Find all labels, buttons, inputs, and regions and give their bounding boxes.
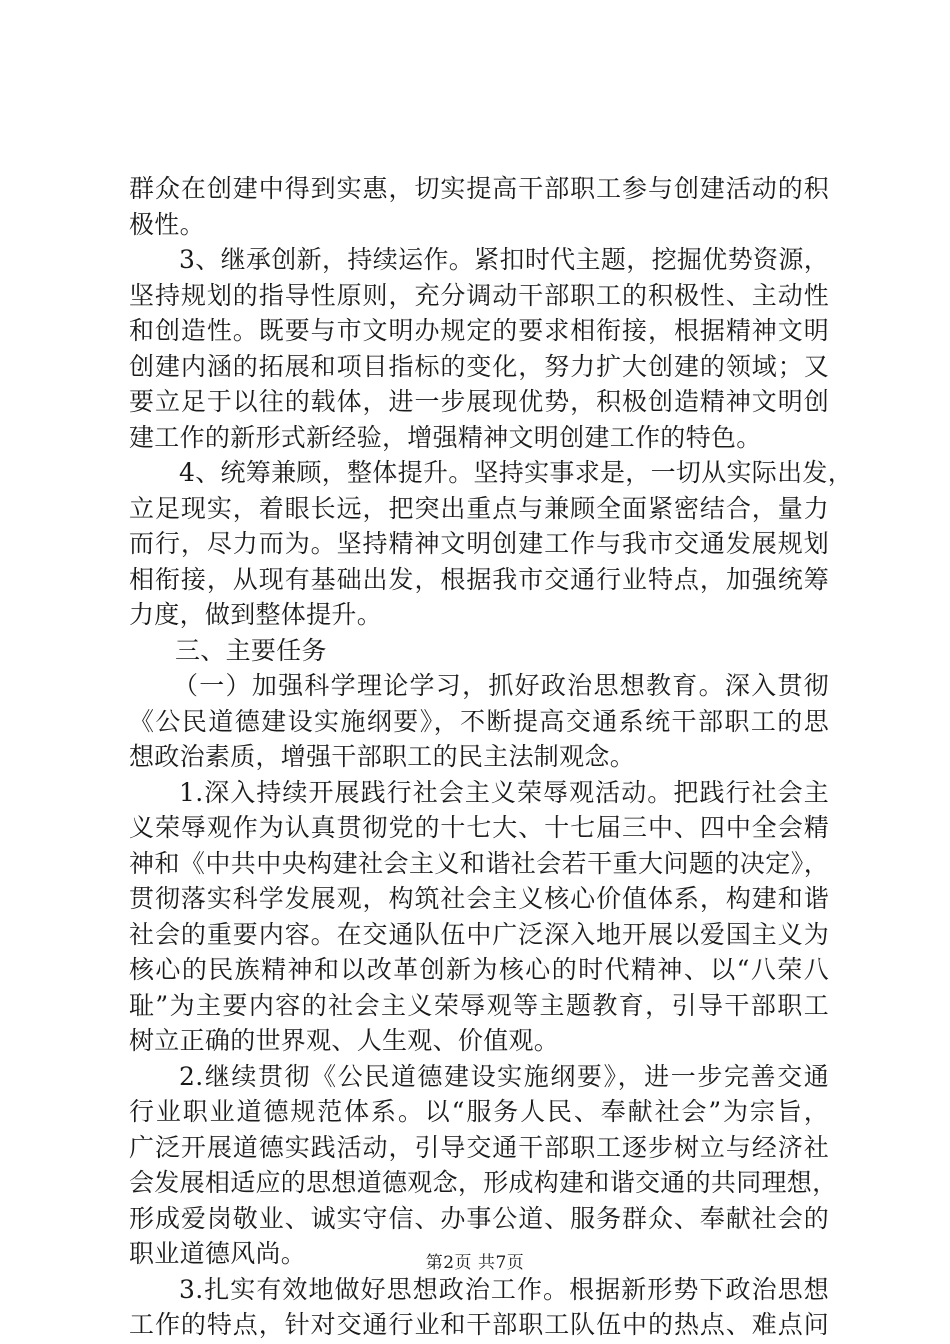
text-line: 4、统筹兼顾，整体提升。坚持实事求是，一切从实际出发， <box>179 458 854 487</box>
text-line: 义荣辱观作为认真贯彻党的十七大、十七届三中、四中全会精 <box>129 813 829 842</box>
page-number: 第2页 共7页 <box>425 1253 525 1273</box>
text-line: 1.深入持续开展践行社会主义荣辱观活动。把践行社会主 <box>179 777 829 807</box>
text-line: 极性。 <box>129 209 205 239</box>
text-line: 形成爱岗敬业、诚实守信、办事公道、服务群众、奉献社会的 <box>129 1203 829 1233</box>
page-footer <box>0 1248 950 1273</box>
text-line: 群众在创建中得到实惠，切实提高干部职工参与创建活动的积 <box>129 174 829 203</box>
text-line: 2.继续贯彻《公民道德建设实施纲要》，进一步完善交通 <box>179 1061 829 1091</box>
document-body <box>129 171 854 1343</box>
text-line: 坚持规划的指导性原则，充分调动干部职工的积极性、主动性 <box>129 280 829 310</box>
text-line: 耻”为主要内容的社会主义荣辱观等主题教育，引导干部职工 <box>129 990 829 1020</box>
text-line: 和创造性。既要与市文明办规定的要求相衔接，根据精神文明 <box>129 316 829 345</box>
text-line: 广泛开展道德实践活动，引导交通干部职工逐步树立与经济社 <box>129 1132 829 1162</box>
text-line: 想政治素质，增强干部职工的民主法制观念。 <box>129 742 636 771</box>
text-line: 要立足于以往的载体，进一步展现优势，积极创造精神文明创 <box>129 387 829 416</box>
text-line: 神和《中共中央构建社会主义和谐社会若干重大问题的决定》， <box>129 848 829 878</box>
text-line: 3.扎实有效地做好思想政治工作。根据新形势下政治思想 <box>179 1274 829 1304</box>
text-line: 立足现实，着眼长远，把突出重点与兼顾全面紧密结合，量力 <box>129 493 829 523</box>
text-line: 社会的重要内容。在交通队伍中广泛深入地开展以爱国主义为 <box>129 919 829 949</box>
text-line: 工作的特点，针对交通行业和干部职工队伍中的热点、难点问 <box>129 1310 829 1339</box>
text-line: 职业道德风尚。 <box>129 1239 307 1268</box>
text-line: 3、继承创新，持续运作。紧扣时代主题，挖掘优势资源， <box>179 245 829 274</box>
text-line: 核心的民族精神和以改革创新为核心的时代精神、以“八荣八 <box>129 955 829 984</box>
text-line: 三、主要任务 <box>175 635 327 665</box>
text-line: 树立正确的世界观、人生观、价值观。 <box>129 1026 560 1055</box>
text-line: 力度，做到整体提升。 <box>129 600 383 629</box>
text-line: （一）加强科学理论学习，抓好政治思想教育。深入贯彻 <box>173 671 829 700</box>
text-line: 贯彻落实科学发展观，构筑社会主义核心价值体系，构建和谐 <box>129 884 829 913</box>
text-line: 而行，尽力而为。坚持精神文明创建工作与我市交通发展规划 <box>129 529 829 558</box>
text-line: 相衔接，从现有基础出发，根据我市交通行业特点，加强统筹 <box>129 564 829 594</box>
text-line: 会发展相适应的思想道德观念，形成构建和谐交通的共同理想， <box>129 1168 838 1197</box>
text-line: 行业职业道德规范体系。以“服务人民、奉献社会”为宗旨， <box>129 1097 829 1126</box>
text-line: 创建内涵的拓展和项目指标的变化，努力扩大创建的领域；又 <box>129 351 829 381</box>
text-line: 建工作的新形式新经验，增强精神文明创建工作的特色。 <box>129 422 762 452</box>
text-line: 《公民道德建设实施纲要》，不断提高交通系统干部职工的思 <box>129 706 829 736</box>
